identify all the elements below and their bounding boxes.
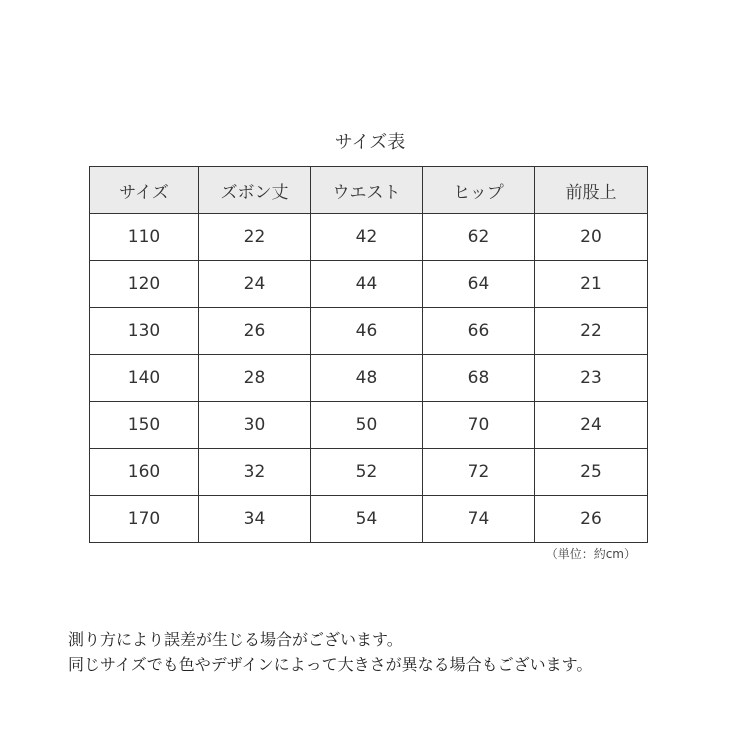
table-cell: 44 [311,261,423,308]
table-cell: 46 [311,308,423,355]
table-cell: 32 [199,449,311,496]
table-header-row [90,167,648,214]
table-cell: 120 [90,261,199,308]
table-cell: 23 [535,355,648,402]
table-cell: 140 [90,355,199,402]
table-cell: 150 [90,402,199,449]
table-cell: 48 [311,355,423,402]
table-cell: 28 [199,355,311,402]
table-cell: 22 [535,308,648,355]
table-cell: 34 [199,496,311,543]
page-title: サイズ表 [334,132,406,153]
table-cell: 62 [423,214,535,261]
table-row [90,261,648,308]
table-cell: 64 [423,261,535,308]
table-row [90,355,648,402]
table-cell: 70 [423,402,535,449]
table-cell: 74 [423,496,535,543]
table-cell: 24 [199,261,311,308]
table-cell: 21 [535,261,648,308]
table-row [90,496,648,543]
table-cell: 110 [90,214,199,261]
table-cell: 66 [423,308,535,355]
table-row [90,449,648,496]
note-line: 測り方により誤差が生じる場合がございます。 [68,630,403,649]
table-cell: 50 [311,402,423,449]
table-cell: 26 [535,496,648,543]
table-cell: 52 [311,449,423,496]
table-cell: 25 [535,449,648,496]
header-cell-pants-length: ズボン丈 [199,167,311,214]
table-cell: 20 [535,214,648,261]
table-cell: 26 [199,308,311,355]
table-cell: 130 [90,308,199,355]
notes [68,627,592,677]
table-cell: 42 [311,214,423,261]
table-cell: 160 [90,449,199,496]
table-cell: 24 [535,402,648,449]
note-line: 同じサイズでも色やデザインによって大きさが異なる場合もございます。 [68,655,593,674]
table-cell: 54 [311,496,423,543]
size-table [89,166,648,543]
table-row [90,308,648,355]
header-cell-front-rise: 前股上 [535,167,648,214]
header-cell-hip: ヒップ [423,167,535,214]
table-cell: 68 [423,355,535,402]
unit-note: （単位：約cm） [545,547,636,561]
header-cell-size: サイズ [90,167,199,214]
header-cell-waist: ウエスト [311,167,423,214]
table-row [90,402,648,449]
table-cell: 170 [90,496,199,543]
table-cell: 30 [199,402,311,449]
table-row [90,214,648,261]
table-cell: 22 [199,214,311,261]
table-cell: 72 [423,449,535,496]
